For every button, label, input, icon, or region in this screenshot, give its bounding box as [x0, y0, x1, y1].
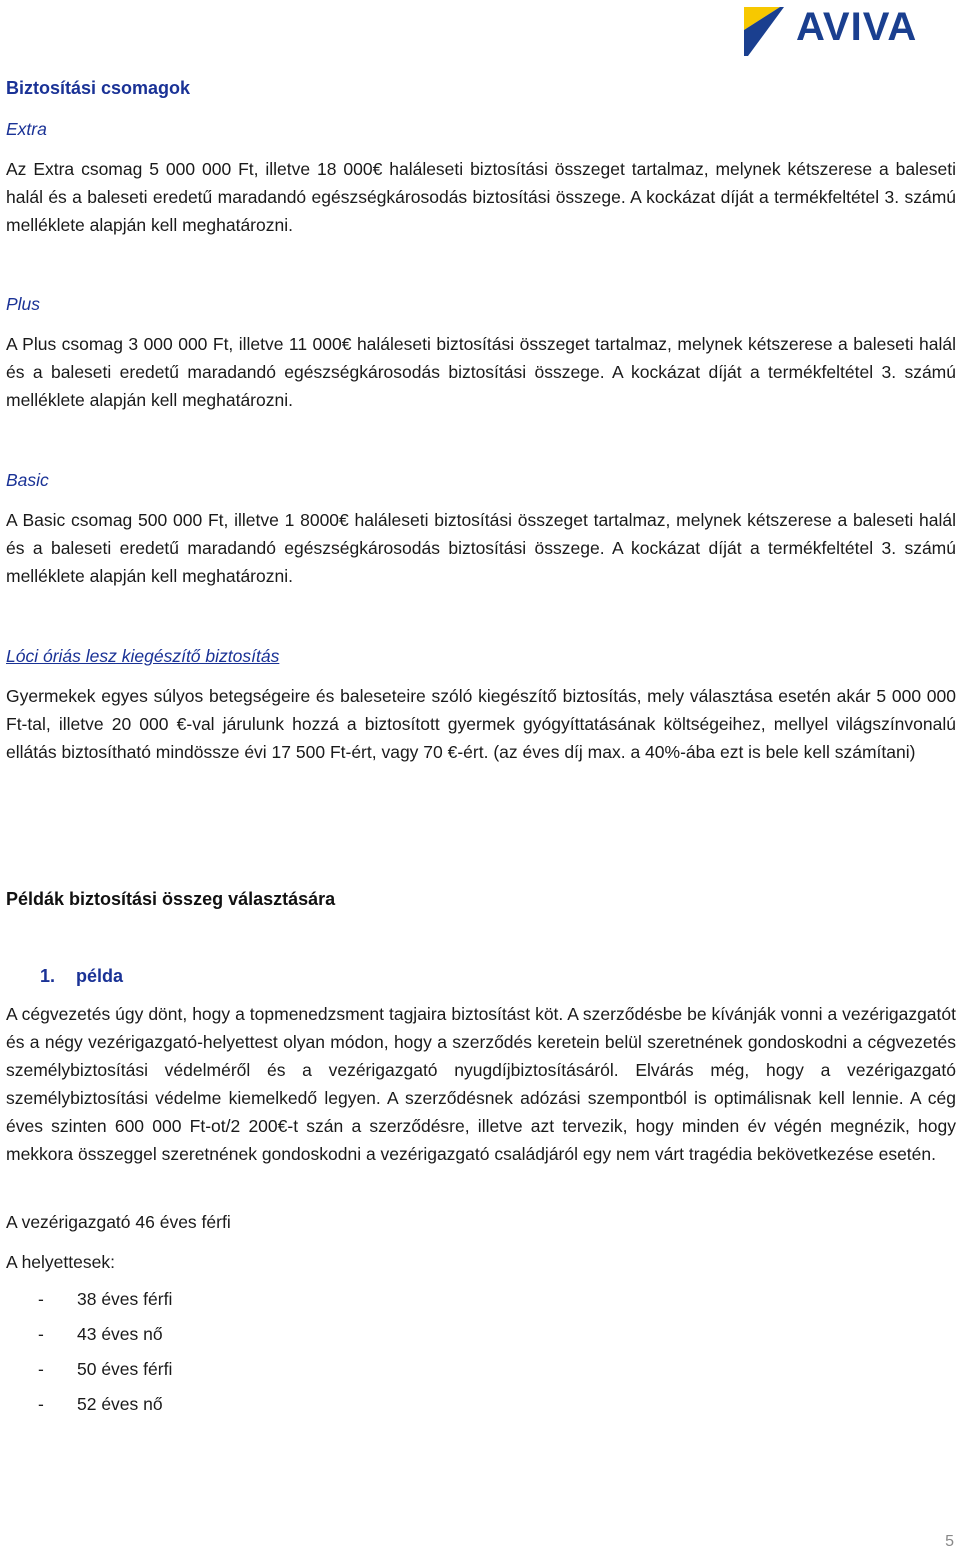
basic-title: Basic [6, 470, 49, 490]
aviva-logo-mark-icon [744, 4, 796, 56]
example-heading [40, 962, 123, 990]
extra-title: Extra [6, 119, 47, 139]
deputies-list [38, 1285, 172, 1425]
plus-text: A Plus csomag 3 000 000 Ft, illetve 11 000€ haláleseti biztosítási összeget tartalmaz, melynek kétszerese a baleseti halál és a baleseti eredetű maradandó egészségkárosodás biztosítási összege. A kockázat díját a termékfeltétel 3. számú melléklete alapján kell meghatározni. [6, 334, 956, 410]
list-item: - 52 éves nő [38, 1394, 163, 1414]
example-number: 1. [40, 966, 56, 986]
main-heading: Biztosítási csomagok [6, 78, 191, 98]
loci-title: Lóci óriás lesz kiegészítő biztosítás [6, 646, 280, 666]
extra-text: Az Extra csomag 5 000 000 Ft, illetve 18 000€ haláleseti biztosítási összeget tartalmaz, melynek kétszerese a baleseti halál és a baleseti eredetű maradandó egészségkárosodás biztosítási összege. A kockázat díját a termékfeltétel 3. számú melléklete alapján kell meghatározni. [6, 159, 956, 235]
examples-heading: Példák biztosítási összeg választására [6, 889, 336, 909]
example-title: példa [76, 966, 124, 986]
plus-title: Plus [6, 294, 41, 314]
ceo-line: A vezérigazgató 46 éves férfi [6, 1212, 231, 1232]
example-text: A cégvezetés úgy dönt, hogy a topmenedzsment tagjaira biztosítást köt. A szerződésbe be kívánják vonni a vezérigazgatót és a négy vezérigazgató-helyettest olyan módon, hogy a szerződés keretein belül szeretnének gondoskodni a cégvezetés személybiztosítási védelméről és a vezérigazgató nyugdíjbiztosításáról. Elvárás még, hogy a vezérigazgató személybiztosítási védelme kiemelkedő legyen. A szerződésnek adózási szempontból is optimálisnak kell lennie. A cég éves szinten 600 000 Ft-ot/2 200€-t szán a szerződésre, illetve azt tervezik, hogy minden év végén megnézik, hogy mekkora összeggel szeretnének gondoskodni a vezérigazgató családjáról egy nem várt tragédia bekövetkezése esetén. [6, 1004, 956, 1164]
aviva-logo [744, 4, 960, 56]
deputies-label: A helyettesek: [6, 1252, 115, 1272]
list-item: - 50 éves férfi [38, 1359, 173, 1379]
aviva-logo-text: AVIVA [796, 5, 918, 49]
page-number: 5 [945, 1533, 954, 1550]
list-item: - 38 éves férfi [38, 1289, 173, 1309]
basic-text: A Basic csomag 500 000 Ft, illetve 1 8000€ haláleseti biztosítási összeget tartalmaz, melynek kétszerese a baleseti halál és a baleseti eredetű maradandó egészségkárosodás biztosítási összege. A kockázat díját a termékfeltétel 3. számú melléklete alapján kell meghatározni. [6, 510, 956, 586]
loci-text: Gyermekek egyes súlyos betegségeire és baleseteire szóló kiegészítő biztosítás, mely választása esetén akár 5 000 000 Ft-tal, illetve 20 000 €-val járulunk hozzá a biztosított gyermek gyógyíttatásának költségeihez, mellyel világszínvonalú ellátás biztosítható mindössze évi 17 500 Ft-ért, vagy 70 €-ért. (az éves díj max. a 40%-ába ezt is bele kell számítani) [6, 686, 956, 762]
list-item: - 43 éves nő [38, 1324, 163, 1344]
